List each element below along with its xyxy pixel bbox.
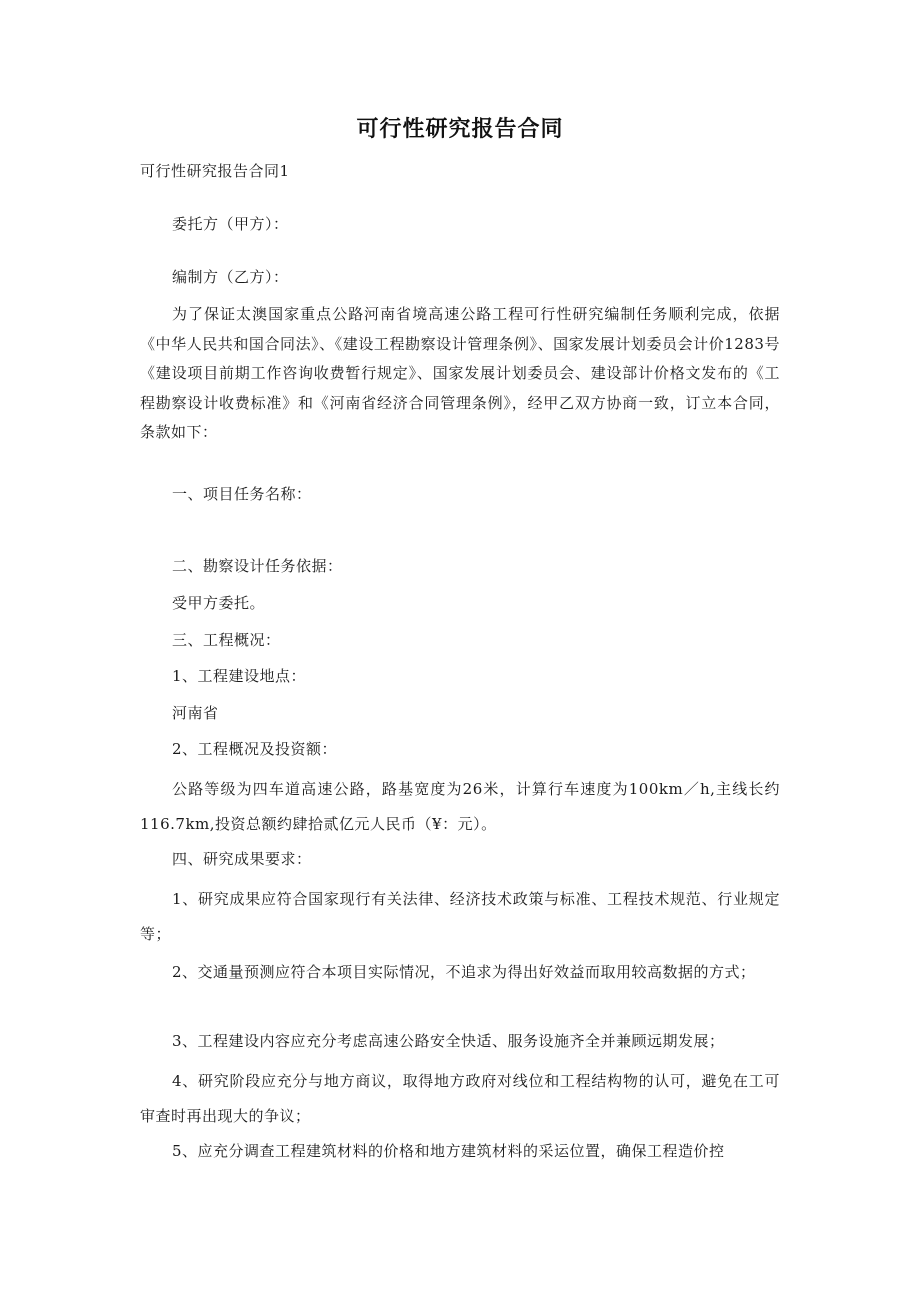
contractor-label: 编制方（乙方）： [172,268,289,286]
section-4-heading: 四、研究成果要求： [172,850,312,868]
requirement-item-5: 5、应充分调查工程建筑材料的价格和地方建筑材料的采运位置，确保工程造价控 [172,1142,725,1160]
section-1-heading: 一、项目任务名称： [172,485,312,503]
requirement-item-3: 3、工程建设内容应充分考虑高速公路安全快适、服务设施齐全并兼顾远期发展； [172,1032,725,1050]
client-label: 委托方（甲方）： [172,215,289,233]
section-2-heading: 二、勘察设计任务依据： [172,557,343,575]
requirement-item-1: 1、研究成果应符合国家现行有关法律、经济技术政策与标准、工程技术规范、行业规定等； [140,890,780,943]
section-3-1-body: 河南省 [172,704,219,722]
section-3-2-heading: 2、工程概况及投资额： [172,740,338,758]
section-2-body: 受甲方委托。 [172,594,266,612]
document-title: 可行性研究报告合同 [356,117,564,142]
section-3-2-body: 公路等级为四车道高速公路，路基宽度为26米，计算行车速度为100km／h,主线长约116.7km,投资总额约肆拾贰亿元人民币（¥：元）。 [140,780,780,833]
requirement-item-2: 2、交通量预测应符合本项目实际情况，不追求为得出好效益而取用较高数据的方式； [172,963,756,981]
intro-paragraph: 为了保证太澳国家重点公路河南省境高速公路工程可行性研究编制任务顺利完成，依据《中华人民共和国合同法》、《建设工程勘察设计管理条例》、国家发展计划委员会计价1283号《建设项目前期工作咨询收费暂行规定》、国家发展计划委员会、建设部计价格文发布的《工程勘察设计收费标准》和《河南省经济合同管理条例》，经甲乙双方协商一致，订立本合同，条款如下： [140,305,780,441]
requirement-item-4: 4、研究阶段应充分与地方商议，取得地方政府对线位和工程结构物的认可，避免在工可审查时再出现大的争议； [140,1072,780,1125]
document-subtitle: 可行性研究报告合同1 [140,162,290,180]
section-3-1-heading: 1、工程建设地点： [172,667,307,685]
section-3-heading: 三、工程概况： [172,631,281,649]
